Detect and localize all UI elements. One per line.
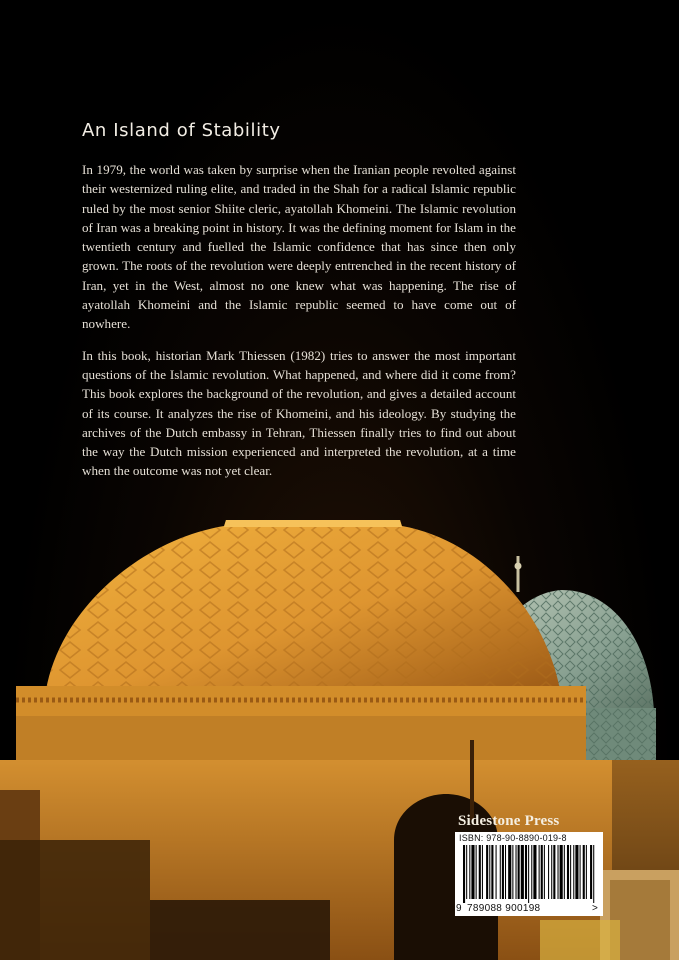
barcode-bar — [482, 845, 483, 899]
barcode-bar — [567, 845, 569, 899]
barcode-bar — [551, 845, 552, 899]
barcode-bar — [539, 845, 540, 899]
barcode-bar — [573, 845, 574, 899]
blurb-paragraph-1: In 1979, the world was taken by surprise when the Iranian people revolted against their westernized ruling elite, and traded in the Shah for a radical Islamic republic ruled by the most senior Shiite cleric, ayatollah Khomeini. The Islamic revolution of Iran was a breaking point in history. It was the defining moment for Islam in the twentieth century and fuelled the Islamic confidence that has since then only grown. The roots of the revolution were deeply entrenched in the recent history of Iran, yet in the West, almost no one knew what was happening. The rise of ayatollah Khomeini and the Islamic republic seemed to have come out of nowhere. — [82, 162, 516, 332]
barcode-bar — [518, 845, 520, 899]
barcode-bar — [502, 845, 504, 899]
barcode-bar — [491, 845, 493, 899]
barcode-bar — [476, 845, 477, 899]
barcode-bar — [593, 845, 594, 903]
barcode-bar — [564, 845, 565, 899]
barcode-bar — [500, 845, 501, 899]
barcode-bars — [463, 845, 595, 903]
isbn-label: ISBN: 978-90-8890-019-8 — [459, 833, 567, 843]
ean-end-mark: > — [592, 903, 599, 914]
barcode-bar — [471, 845, 474, 899]
barcode-bar — [575, 845, 578, 899]
barcode-bar — [586, 845, 587, 899]
barcode-bar — [580, 845, 581, 899]
barcode-bar — [541, 845, 543, 899]
barcode-bar — [508, 845, 511, 899]
barcode-bar — [560, 845, 563, 899]
barcode-bar — [544, 845, 545, 899]
barcode-bar — [528, 845, 529, 903]
barcode-bar — [590, 845, 592, 899]
barcode-bar — [583, 845, 585, 899]
isbn-barcode — [455, 832, 603, 916]
barcode-bar — [479, 845, 481, 899]
barcode-bar — [521, 845, 524, 899]
publisher-name: Sidestone Press — [458, 813, 560, 829]
dome-drum — [16, 686, 586, 766]
blurb-text — [82, 160, 516, 493]
barcode-bar — [558, 845, 559, 899]
barcode-bar — [496, 845, 497, 899]
barcode-bar — [531, 845, 532, 899]
barcode-bar — [553, 845, 555, 899]
barcode-bar — [516, 845, 517, 899]
barcode-bar — [486, 845, 488, 899]
barcode-bar — [548, 845, 549, 899]
barcode-bar — [533, 845, 536, 899]
ean-lead-digit: 9 — [456, 903, 462, 914]
barcode-bar — [466, 845, 467, 899]
barcode-bar — [489, 845, 490, 899]
barcode-bar — [525, 845, 527, 899]
main-dome — [46, 520, 560, 690]
book-title: An Island of Stability — [82, 120, 281, 141]
ean-number: 789088 900198 — [467, 903, 541, 914]
barcode-bar — [505, 845, 506, 899]
barcode-bar — [469, 845, 470, 899]
barcode-bar — [512, 845, 513, 899]
blurb-paragraph-2: In this book, historian Mark Thiessen (1982) tries to answer the most important questions of the Islamic revolution. What happened, and where did it come from? This book explores the background of the revolution, and gives a detailed account of its course. It analyzes the rise of Khomeini, and his ideology. By studying the archives of the Dutch embassy in Tehran, Thiessen finally tries to find out about the way the Dutch mission experienced and interpreted the revolution, at a time when the outcome was not yet clear. — [82, 347, 516, 479]
barcode-bar — [463, 845, 465, 903]
barcode-bar — [570, 845, 571, 899]
